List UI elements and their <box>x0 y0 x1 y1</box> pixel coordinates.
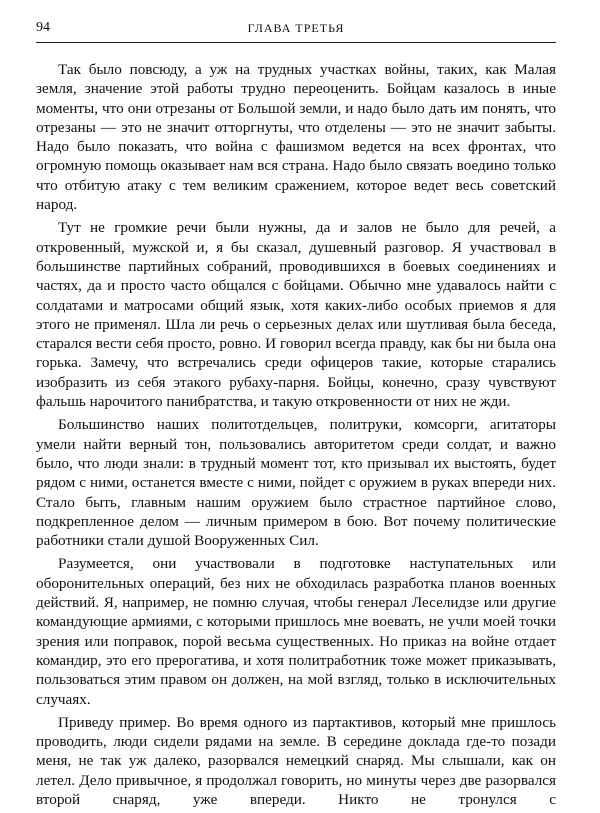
page-number: 94 <box>36 20 50 35</box>
paragraph: Так было повсюду, а уж на трудных участках войны, таких, как Малая земля, значение этой работы трудно переоценить. Бойцам казалось в иные моменты, что они отрезаны от Большой земли, и надо было дать им понять, что отрезаны — это не значит отторгнуты, что отделены — это не значит забыты. Надо было показать, что война с фашизмом ведется на всех фронтах, что огромную помощь оказывает нам вся страна. Надо было связать воедино только что отбитую атаку с тем великим сражением, которое ведет весь советский народ. <box>36 61 556 214</box>
paragraph: Тут не громкие речи были нужны, да и залов не было для речей, а откровенный, мужской и, я бы сказал, душевный разговор. Я участвовал в большинстве партийных собраний, проводившихся в боевых соединениях и частях, да и просто часто общался с бойцами. Обычно мне удавалось найти с солдатами и матросами общий язык, хотя каких-либо особых приемов я для этого не применял. Шла ли речь о серьезных делах или шутливая была беседа, старался вести себя просто, ровно. И говорил всегда правду, как бы ни была она горька. Замечу, что встречались среди офицеров такие, которые старались изобразить из себя этакого рубаху-парня. Бойцы, конечно, сразу чувствуют фальшь нарочитого панибратства, и такую откровенности от них не жди. <box>36 219 556 411</box>
chapter-title: ГЛАВА ТРЕТЬЯ <box>247 21 345 35</box>
body-text <box>36 60 556 813</box>
running-header <box>36 20 556 43</box>
paragraph: Разумеется, они участвовали в подготовке наступательных или оборонительных операций, без них не обходилась разработка планов военных действий. Я, например, не помню случая, чтобы генерал Леселидзе или другие командующие армиями, с которыми пришлось мне воевать, не учли моей точки зрения или поправок, порой весьма существенных. Но приказ на войне отдает командир, это его прерогатива, и хотя политработник тоже может приказывать, пользоваться этим правом он должен, на мой взгляд, только в исключительных случаях. <box>36 555 556 708</box>
paragraph: Приведу пример. Во время одного из партактивов, который мне пришлось проводить, люди сидели рядами на земле. В середине доклада где-то позади меня, не так уж далеко, разорвался немецкий снаряд. Мы слышали, как он летел. Дело привычное, я продолжал говорить, но минуты через две разорвался второй снаряд, уже впереди. Никто не тронулся с <box>36 713 556 808</box>
paragraph: Большинство наших политотдельцев, политруки, комсорги, агитаторы умели найти верный тон, пользовались авторитетом среди солдат, и важно было, что люди знали: в трудный момент тот, кто призывал их выстоять, будет рядом с ними, останется вместе с ними, пойдет с оружием в руках впереди них. Стало быть, главным нашим оружием было страстное партийное слово, подкрепленное делом — личным примером в бою. Вот почему политические работники стали душой Вооруженных Сил. <box>36 416 556 550</box>
